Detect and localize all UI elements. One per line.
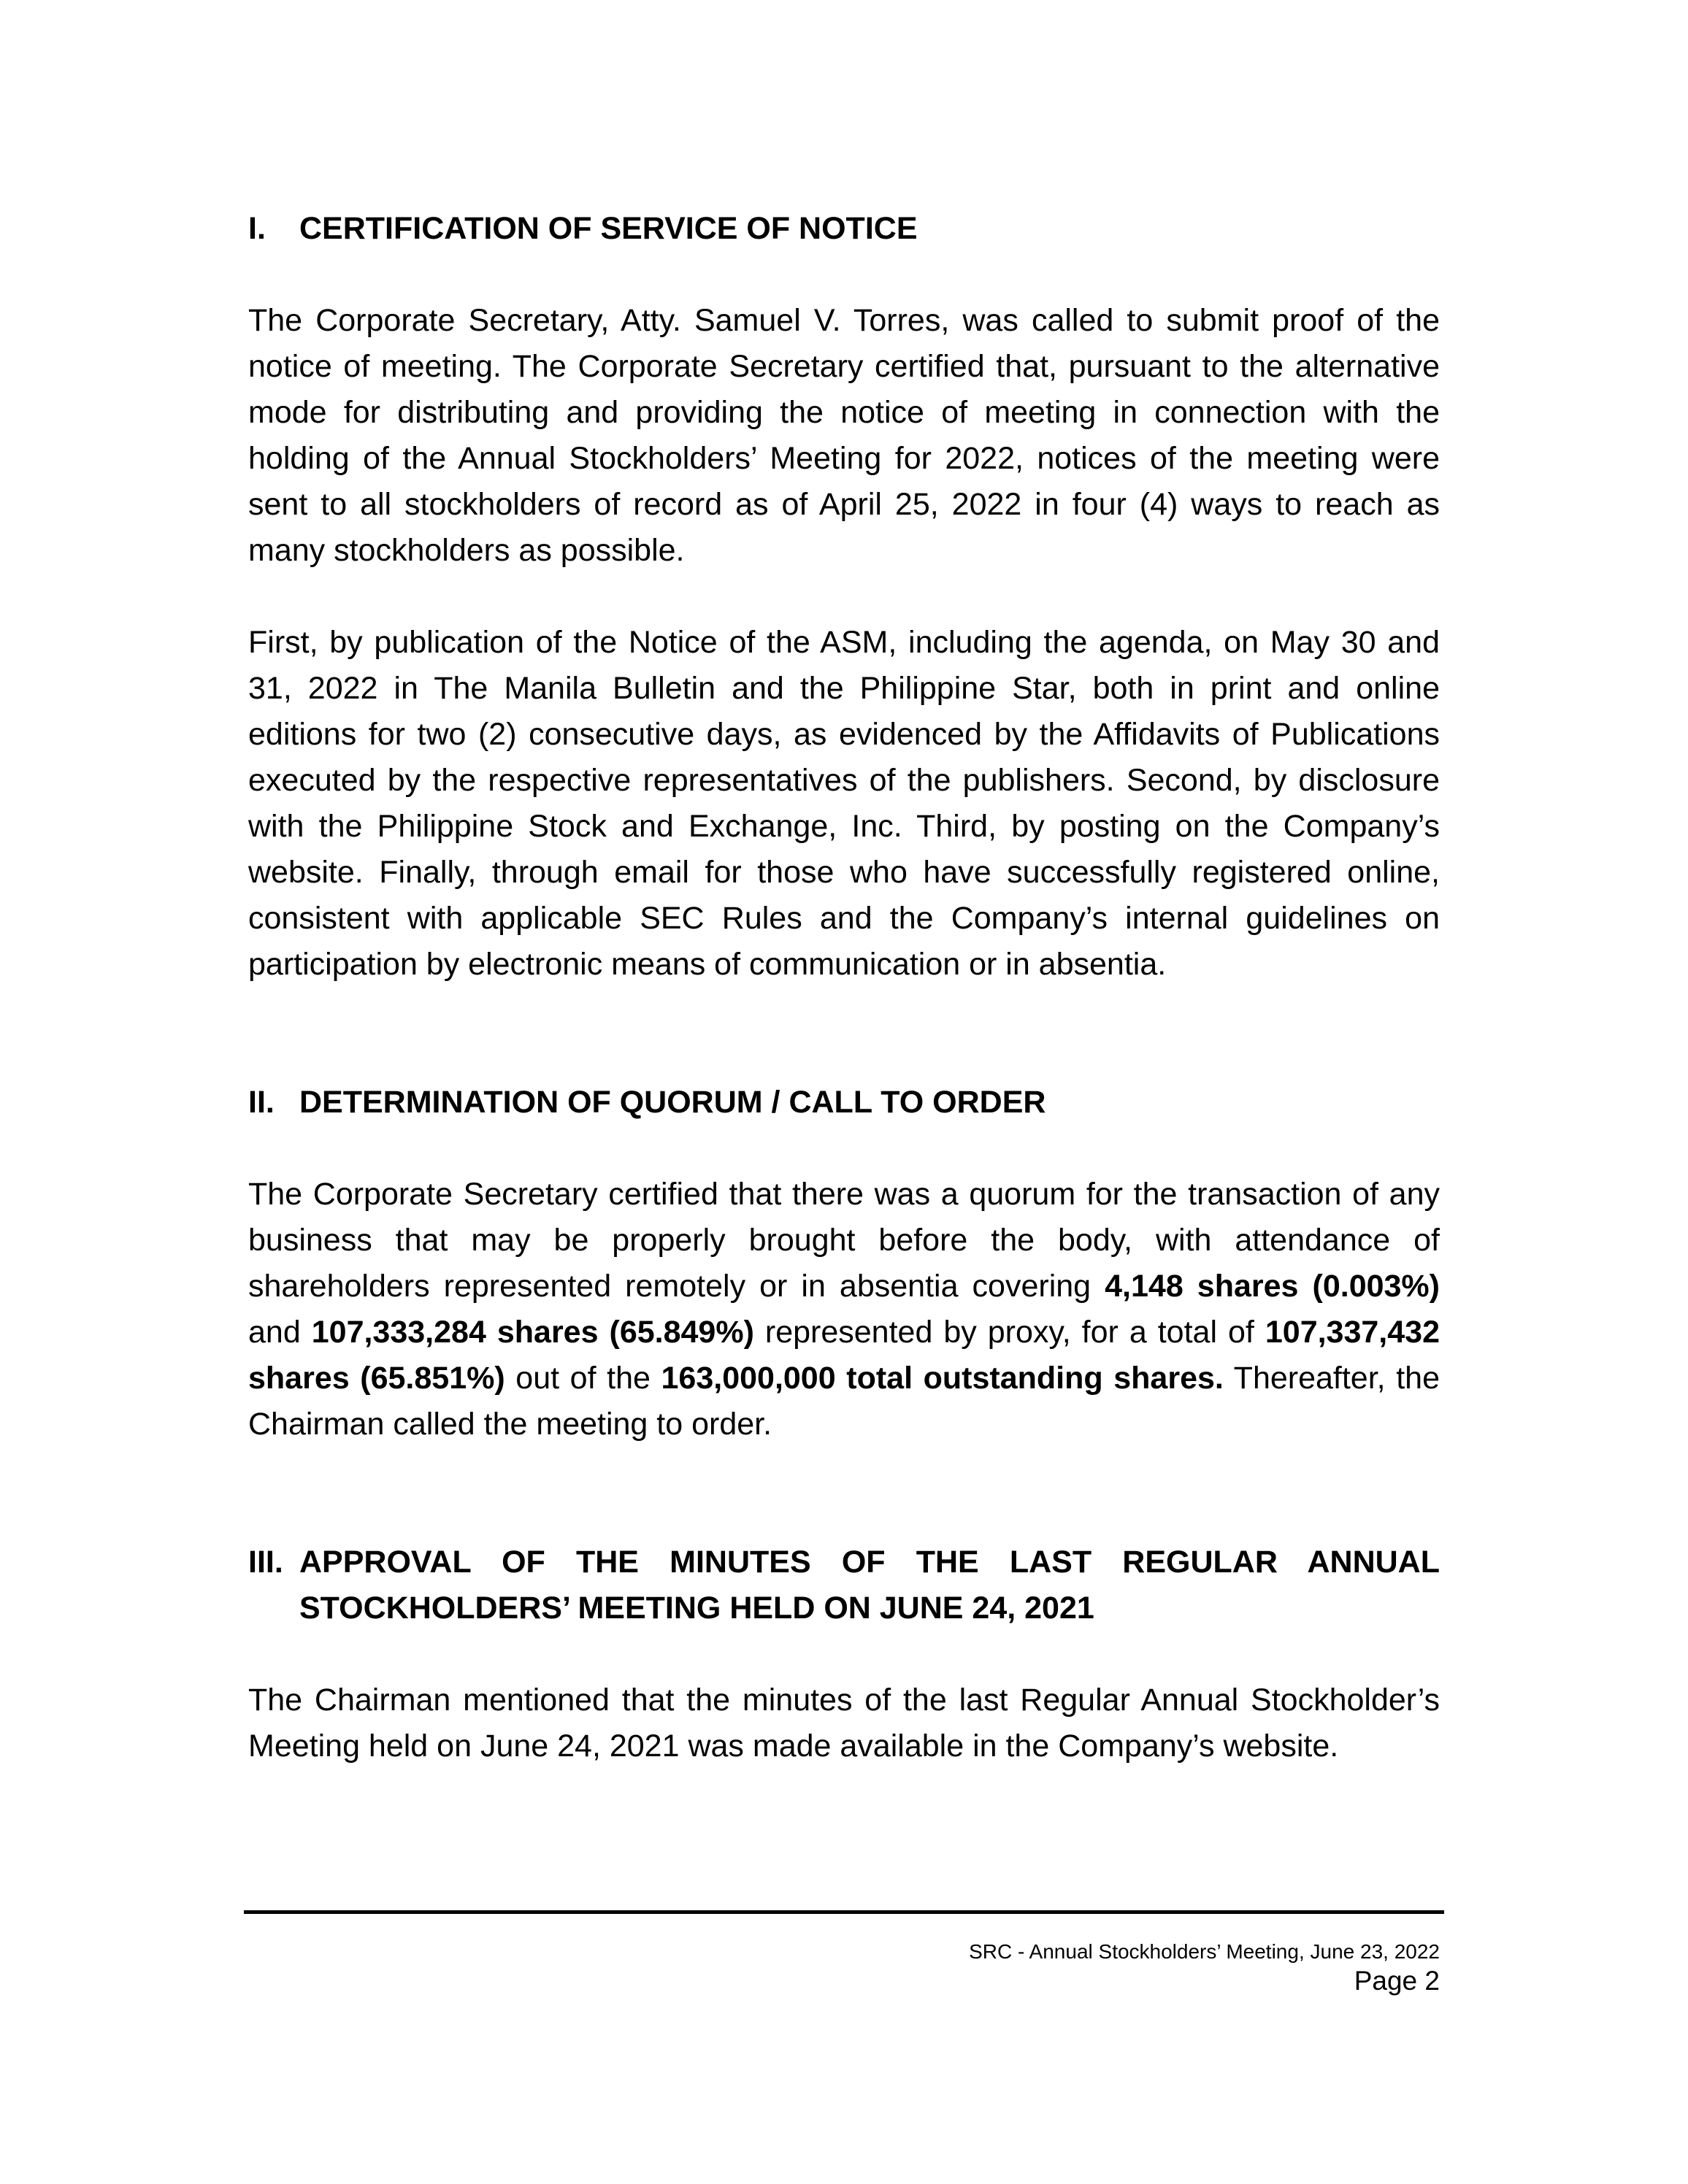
quorum-total-shares: 107,337,432 shares (65.851%) <box>248 1315 1440 1396</box>
quorum-text: and <box>248 1315 312 1350</box>
footer-page-number: Page 2 <box>1354 1966 1440 1996</box>
section-number: II. <box>248 1085 275 1120</box>
footer-document-ref: SRC - Annual Stockholders’ Meeting, June 23, 2022 <box>969 1940 1440 1963</box>
section-heading-3 <box>248 1539 1440 1631</box>
quorum-outstanding-shares: 163,000,000 total outstanding shares. <box>661 1361 1224 1396</box>
section-title: CERTIFICATION OF SERVICE OF NOTICE <box>299 211 918 246</box>
paragraph-notice-methods: First, by publication of the Notice of the ASM, including the agenda, on May 30 and 31, 2022 in The Manila Bulletin and the Philippine Star, both in print and online editions for two (2) consecutive days, as evidenced by the Affidavits of Publications executed by the respective representatives of the publishers. Second, by disclosure with the Philippine Stock and Exchange, Inc. Third, by posting on the Company’s website. Finally, through email for those who have successfully registered online, consistent with applicable SEC Rules and the Company’s internal guidelines on participation by electronic means of communication or in absentia. <box>248 625 1440 982</box>
paragraph-minutes: The Chairman mentioned that the minutes of the last Regular Annual Stockholder’s Meeting held on June 24, 2021 was made available in the Company’s website. <box>248 1683 1440 1764</box>
quorum-remote-shares: 4,148 shares (0.003%) <box>1105 1269 1440 1304</box>
paragraph-notice-proof: The Corporate Secretary, Atty. Samuel V. Torres, was called to submit proof of the notice of meeting. The Corporate Secretary certified that, pursuant to the alternative mode for distributing and providing the notice of meeting in connection with the holding of the Annual Stockholders’ Meeting for 2022, notices of the meeting were sent to all stockholders of record as of April 25, 2022 in four (4) ways to reach as many stockholders as possible. <box>248 303 1440 568</box>
section-title: DETERMINATION OF QUORUM / CALL TO ORDER <box>299 1085 1046 1120</box>
section-heading-2 <box>248 1080 1440 1126</box>
paragraph-quorum <box>248 1172 1440 1447</box>
section-title: APPROVAL OF THE MINUTES OF THE LAST REGULAR ANNUAL STOCKHOLDERS’ MEETING HELD ON JUNE 24, 2021 <box>299 1545 1440 1626</box>
document-body <box>248 206 1440 1769</box>
quorum-text: out of the <box>505 1361 661 1396</box>
quorum-text: Thereafter, the Chairman called the meeting to order. <box>248 1361 1440 1442</box>
quorum-text: The Corporate Secretary certified that there was a quorum for the transaction of any business that may be properly brought before the body, with attendance of shareholders represented remotely or in absentia covering <box>248 1177 1440 1304</box>
quorum-text: represented by proxy, for a total of <box>753 1315 1265 1350</box>
footer-divider <box>244 1910 1444 1914</box>
section-heading-1 <box>248 206 1440 252</box>
section-number: III. <box>248 1545 283 1580</box>
quorum-proxy-shares: 107,333,284 shares (65.849%) <box>311 1315 754 1350</box>
section-number: I. <box>248 211 266 246</box>
